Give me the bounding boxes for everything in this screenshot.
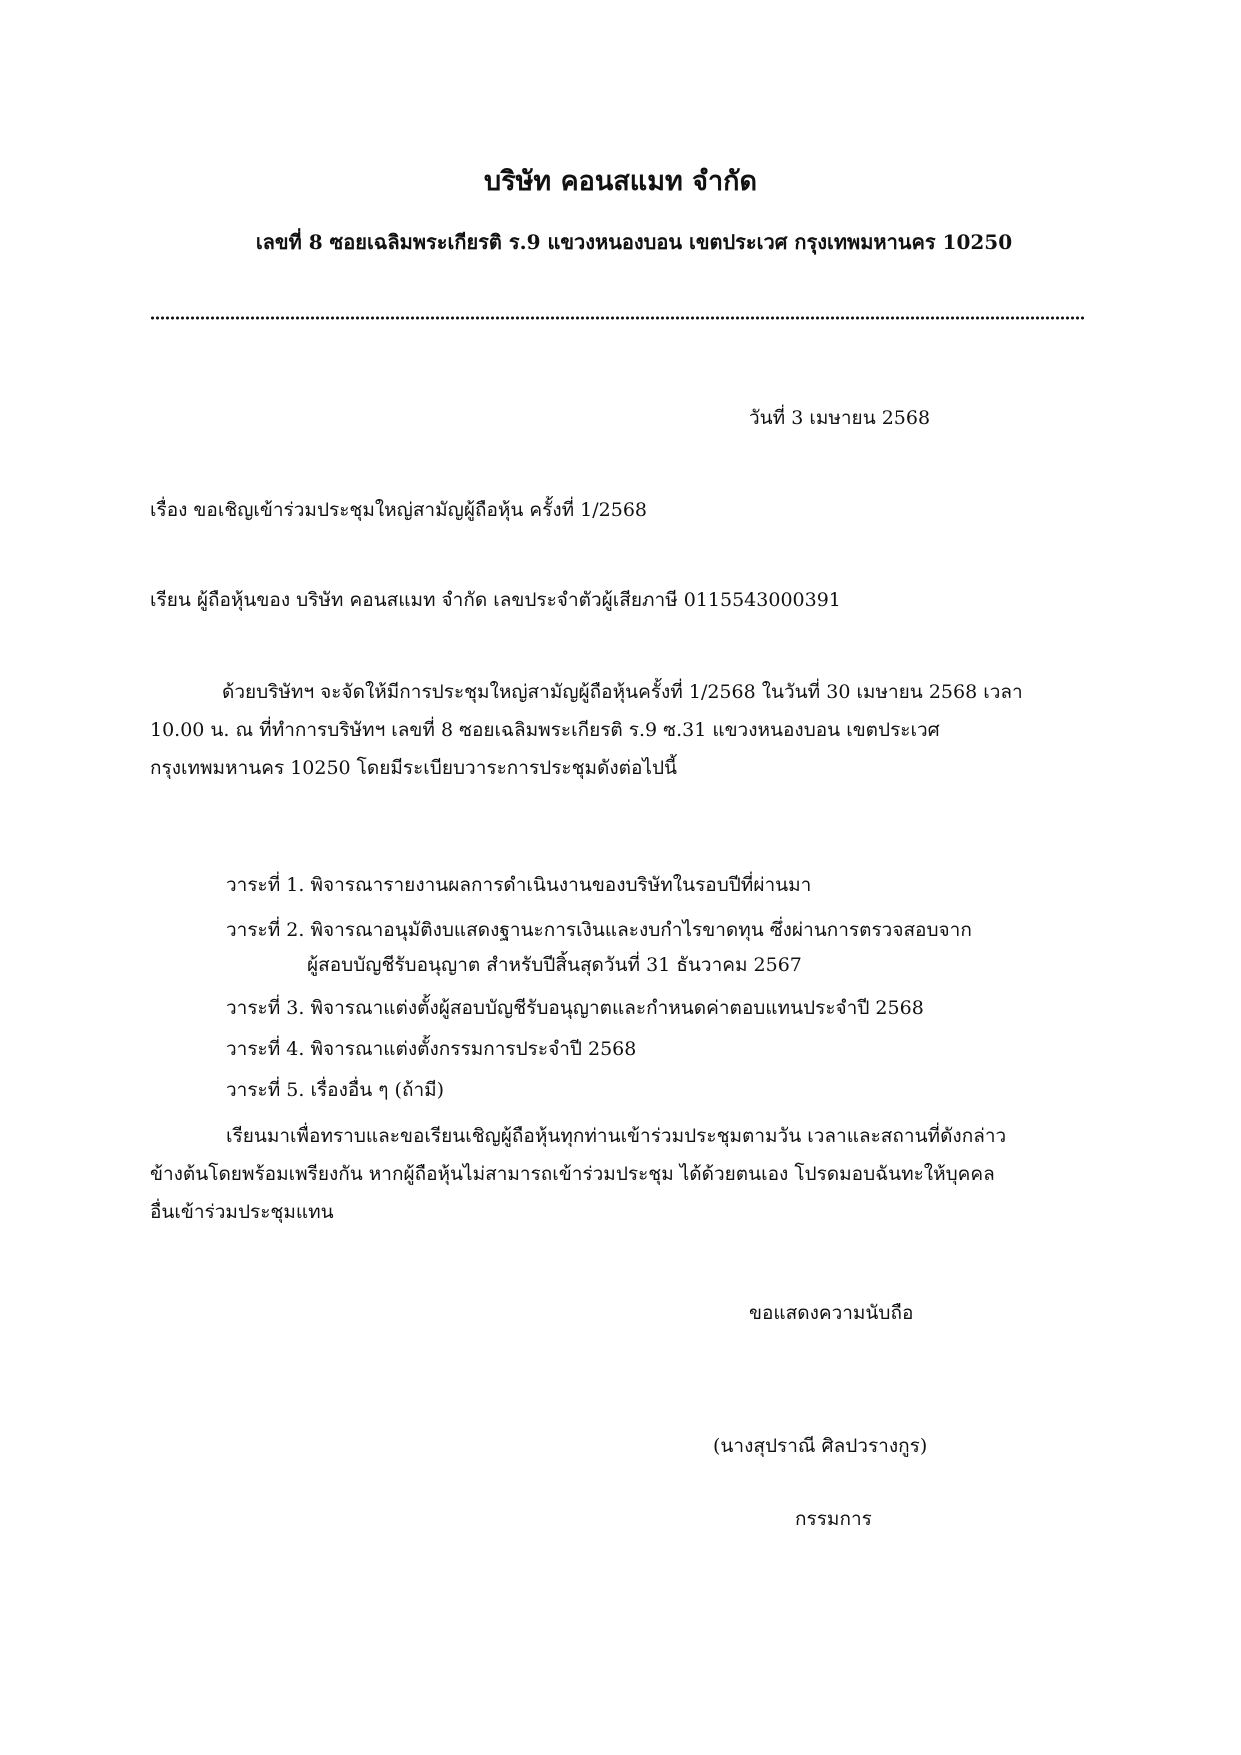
signer-title: กรรมการ [795, 1508, 872, 1530]
letter-recipient: เรียน ผู้ถือหุ้นของ บริษัท คอนสแมท จำกัด เลขประจำตัวผู้เสียภาษี 0115543000391 [150, 589, 841, 611]
signer-name: (นางสุปราณี ศิลปวรางกูร) [713, 1435, 928, 1457]
intro-line: ด้วยบริษัทฯ จะจัดให้มีการประชุมใหญ่สามัญผู้ถือหุ้นครั้งที่ 1/2568 ในวันที่ 30 เมษายน 2568 เวลา [222, 681, 1023, 703]
company-address: เลขที่ 8 ซอยเฉลิมพระเกียรติ ร.9 แขวงหนองบอน เขตประเวศ กรุงเทพมหานคร 10250 [255, 230, 1013, 254]
intro-line: 10.00 น. ณ ที่ทำการบริษัทฯ เลขที่ 8 ซอยเฉลิมพระเกียรติ ร.9 ซ.31 แขวงหนองบอน เขตประเวศ [150, 719, 940, 741]
agenda-item-4: วาระที่ 4. พิจารณาแต่งตั้งกรรมการประจำปี 2568 [226, 1038, 637, 1060]
closing-line: เรียนมาเพื่อทราบและขอเรียนเชิญผู้ถือหุ้นทุกท่านเข้าร่วมประชุมตามวัน เวลาและสถานที่ดังกล่าว [226, 1125, 1007, 1147]
agenda-item-5: วาระที่ 5. เรื่องอื่น ๆ (ถ้ามี) [226, 1079, 445, 1101]
closing-paragraph [150, 1117, 1085, 1231]
agenda-item-3: วาระที่ 3. พิจารณาแต่งตั้งผู้สอบบัญชีรับอนุญาตและกำหนดค่าตอบแทนประจำปี 2568 [226, 997, 924, 1019]
intro-paragraph [150, 673, 1085, 787]
closing-line: อื่นเข้าร่วมประชุมแทน [150, 1201, 334, 1223]
letter-subject: เรื่อง ขอเชิญเข้าร่วมประชุมใหญ่สามัญผู้ถือหุ้น ครั้งที่ 1/2568 [150, 499, 648, 521]
closing-line: ข้างต้นโดยพร้อมเพรียงกัน หากผู้ถือหุ้นไม่สามารถเข้าร่วมประชุม ได้ด้วยตนเอง โปรดมอบฉันทะให้บุคคล [150, 1163, 995, 1185]
intro-line: กรุงเทพมหานคร 10250 โดยมีระเบียบวาระการประชุมดังต่อไปนี้ [150, 757, 678, 779]
letter-date: วันที่ 3 เมษายน 2568 [749, 407, 931, 429]
dotted-separator [150, 312, 1085, 324]
company-name: บริษัท คอนสแมท จำกัด [483, 166, 758, 197]
agenda-item-2: วาระที่ 2. พิจารณาอนุมัติงบแสดงฐานะการเงินและงบกำไรขาดทุน ซึ่งผ่านการตรวจสอบจาก [226, 919, 972, 941]
agenda-item-2-continued: ผู้สอบบัญชีรับอนุญาต สำหรับปีสิ้นสุดวันที่ 31 ธันวาคม 2567 [307, 954, 802, 976]
regards-text: ขอแสดงความนับถือ [749, 1302, 914, 1324]
agenda-item-1: วาระที่ 1. พิจารณารายงานผลการดำเนินงานของบริษัทในรอบปีที่ผ่านมา [226, 874, 812, 896]
